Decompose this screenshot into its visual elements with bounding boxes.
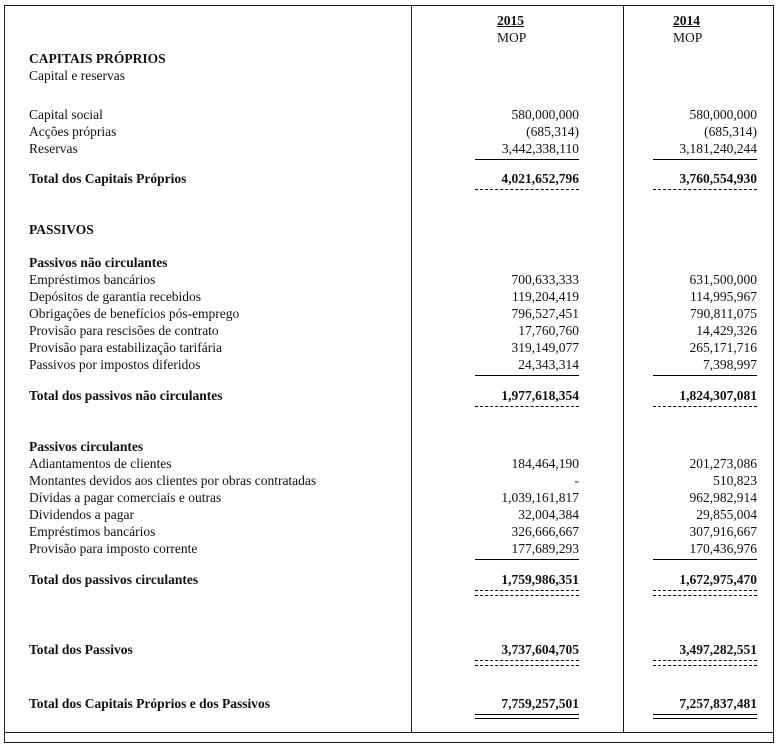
- rule-solid: [475, 159, 579, 160]
- value-year1: 32,004,384: [518, 507, 579, 522]
- header-label-spacer: [5, 29, 411, 46]
- value-year2: [623, 159, 773, 160]
- currency-year2-cell: [623, 29, 773, 46]
- value-year2: [623, 50, 773, 67]
- value-year1: [411, 50, 623, 67]
- value-year1: [411, 590, 623, 596]
- spacer-row: [5, 563, 773, 571]
- row-label: [5, 559, 411, 560]
- column-divider-2: [623, 6, 624, 732]
- rule-dashed: [653, 406, 757, 407]
- value-year2: 3,181,240,244: [679, 141, 757, 156]
- value-year2: [623, 189, 773, 190]
- spacer-row: [5, 84, 773, 106]
- value-year1: 319,149,077: [511, 340, 579, 355]
- rule-solid: [653, 375, 757, 376]
- row-label: Dívidas a pagar comerciais e outras: [29, 490, 222, 505]
- spacer-row: [5, 410, 773, 438]
- rule-dashed: [475, 406, 579, 407]
- statement-row: [5, 506, 773, 523]
- statement-table: [4, 5, 774, 743]
- value-year2: [623, 375, 773, 376]
- value-year1: 3,442,338,110: [501, 141, 579, 156]
- value-year2: [623, 438, 773, 455]
- row-label: Passivos circulantes: [29, 439, 144, 454]
- statement-row: [5, 695, 773, 712]
- rule-solid: [475, 559, 579, 560]
- value-year2: 114,995,967: [690, 289, 757, 304]
- column-header-year1: 2015: [497, 13, 524, 28]
- row-label: Passivos por impostos diferidos: [29, 357, 201, 372]
- value-year1: 796,527,451: [511, 306, 579, 321]
- rule-double-solid: [653, 714, 757, 719]
- currency-year1-cell: [411, 29, 623, 46]
- statement-row: [5, 170, 773, 187]
- row-label: Total dos Passivos: [29, 642, 133, 657]
- row-label: Provisão para rescisões de contrato: [29, 323, 219, 338]
- row-label: [5, 406, 411, 407]
- rule-solid: [653, 159, 757, 160]
- rule-row: [5, 588, 773, 599]
- statement-row: [5, 322, 773, 339]
- row-label: Montantes devidos aos clientes por obras contratadas: [29, 473, 317, 488]
- value-year1: 3,737,604,705: [501, 642, 579, 657]
- value-year2: 7,257,837,481: [679, 696, 757, 711]
- statement-row: [5, 339, 773, 356]
- value-year2: 265,171,716: [689, 340, 757, 355]
- statement-row: [5, 288, 773, 305]
- spacer-row: [5, 669, 773, 695]
- statement-row: [5, 387, 773, 404]
- spacer-row: [5, 238, 773, 254]
- value-year1: [411, 189, 623, 190]
- bottom-rule: [5, 732, 773, 733]
- row-label: Capital social: [29, 107, 103, 122]
- statement-row: [5, 438, 773, 455]
- value-year2: 3,497,282,551: [679, 642, 757, 657]
- row-label: Depósitos de garantia recebidos: [29, 289, 202, 304]
- value-year1: [411, 159, 623, 160]
- value-year2: 201,273,086: [689, 456, 757, 471]
- value-year1: 7,759,257,501: [501, 696, 579, 711]
- value-year2: [623, 714, 773, 719]
- currency-label-year1: MOP: [497, 30, 527, 45]
- row-label: Total dos passivos circulantes: [29, 572, 199, 587]
- statement-row: [5, 254, 773, 271]
- row-label: Total dos Capitais Próprios e dos Passivos: [29, 696, 271, 711]
- rule-double-solid: [475, 714, 579, 719]
- value-year2: 1,824,307,081: [679, 388, 757, 403]
- row-label: Total dos passivos não circulantes: [29, 388, 223, 403]
- row-label: Total dos Capitais Próprios: [29, 171, 187, 186]
- value-year2: 14,429,326: [696, 323, 757, 338]
- value-year1: 24,343,314: [518, 357, 579, 372]
- spacer-row: [5, 599, 773, 641]
- statement-row: [5, 356, 773, 373]
- value-year2: [623, 67, 773, 84]
- row-label: Provisão para estabilização tarifária: [29, 340, 223, 355]
- value-year1: [411, 254, 623, 271]
- value-year1: 119,204,419: [512, 289, 579, 304]
- value-year2: 962,982,914: [689, 490, 757, 505]
- row-label: [5, 375, 411, 376]
- row-label: Obrigações de benefícios pós-emprego: [29, 306, 240, 321]
- row-label: Empréstimos bancários: [29, 272, 156, 287]
- statement-row: [5, 305, 773, 322]
- value-year2: 790,811,075: [690, 306, 757, 321]
- value-year2: 3,760,554,930: [679, 171, 757, 186]
- rule-row: [5, 712, 773, 722]
- value-year2: 307,916,667: [689, 524, 757, 539]
- column-header-year2-cell: [623, 12, 773, 29]
- value-year1: 177,689,293: [511, 541, 579, 556]
- value-year2: [623, 406, 773, 407]
- value-year1: 4,021,652,796: [501, 171, 579, 186]
- value-year2: [623, 221, 773, 238]
- value-year1: 1,759,986,351: [501, 572, 579, 587]
- statement-row: [5, 641, 773, 658]
- value-year1: [411, 67, 623, 84]
- row-label: [5, 660, 411, 666]
- value-year2: 1,672,975,470: [679, 572, 757, 587]
- statement-row: [5, 106, 773, 123]
- statement-row: [5, 455, 773, 472]
- rule-double-dashed: [475, 590, 579, 596]
- spacer-row: [5, 379, 773, 387]
- value-year2: [623, 559, 773, 560]
- value-year1: 1,039,161,817: [501, 490, 579, 505]
- row-label: Empréstimos bancários: [29, 524, 156, 539]
- rule-solid: [475, 375, 579, 376]
- statement-row: [5, 472, 773, 489]
- rule-solid: [653, 559, 757, 560]
- row-label: Passivos não circulantes: [29, 255, 168, 270]
- value-year2: 29,855,004: [696, 507, 757, 522]
- header-label-spacer: [5, 12, 411, 29]
- row-label: [5, 189, 411, 190]
- value-year1: 700,633,333: [511, 272, 579, 287]
- row-label: [5, 714, 411, 719]
- statement-rows: [5, 50, 773, 722]
- value-year2: [623, 254, 773, 271]
- value-year1: [411, 375, 623, 376]
- column-header-year2: 2014: [673, 13, 700, 28]
- value-year1: [411, 660, 623, 666]
- column-header-year1-cell: [411, 12, 623, 29]
- row-label: Provisão para imposto corrente: [29, 541, 198, 556]
- statement-row: [5, 540, 773, 557]
- row-label: PASSIVOS: [29, 222, 94, 237]
- row-label: Acções próprias: [29, 124, 117, 139]
- rule-dashed: [475, 189, 579, 190]
- value-year1: [411, 714, 623, 719]
- row-label: [5, 159, 411, 160]
- value-year1: [411, 221, 623, 238]
- value-year1: [411, 406, 623, 407]
- row-label: Adiantamentos de clientes: [29, 456, 172, 471]
- value-year1: 580,000,000: [511, 107, 579, 122]
- value-year2: 170,436,976: [689, 541, 757, 556]
- row-label: CAPITAIS PRÓPRIOS: [29, 51, 166, 66]
- value-year2: 7,398,997: [703, 357, 757, 372]
- value-year2: 580,000,000: [689, 107, 757, 122]
- value-year1: -: [574, 473, 579, 488]
- value-year2: [623, 660, 773, 666]
- spacer-row: [5, 193, 773, 221]
- value-year1: 326,666,667: [511, 524, 579, 539]
- statement-row: [5, 67, 773, 84]
- statement-row: [5, 123, 773, 140]
- row-label: [5, 590, 411, 596]
- row-label: Reservas: [29, 141, 78, 156]
- statement-row: [5, 271, 773, 288]
- value-year1: 1,977,618,354: [501, 388, 579, 403]
- value-year1: 184,464,190: [511, 456, 579, 471]
- rule-dashed: [653, 189, 757, 190]
- value-year2: 631,500,000: [689, 272, 757, 287]
- statement-row: [5, 140, 773, 157]
- rule-double-dashed: [653, 660, 757, 666]
- value-year2: 510,823: [713, 473, 757, 488]
- statement-row: [5, 571, 773, 588]
- value-year1: (685,314): [526, 124, 579, 139]
- spacer-row: [5, 163, 773, 170]
- currency-header-row: [5, 29, 773, 46]
- row-label: Capital e reservas: [29, 68, 125, 83]
- value-year1: [411, 438, 623, 455]
- value-year2: [623, 590, 773, 596]
- value-year1: [411, 559, 623, 560]
- statement-row: [5, 489, 773, 506]
- currency-label-year2: MOP: [673, 30, 703, 45]
- value-year2: (685,314): [704, 124, 757, 139]
- row-label: Dividendos a pagar: [29, 507, 134, 522]
- rule-double-dashed: [653, 590, 757, 596]
- statement-row: [5, 221, 773, 238]
- year-header-row: [5, 12, 773, 29]
- value-year1: 17,760,760: [518, 323, 579, 338]
- statement-row: [5, 50, 773, 67]
- column-divider-1: [411, 6, 412, 732]
- rule-double-dashed: [475, 660, 579, 666]
- rule-row: [5, 658, 773, 669]
- statement-row: [5, 523, 773, 540]
